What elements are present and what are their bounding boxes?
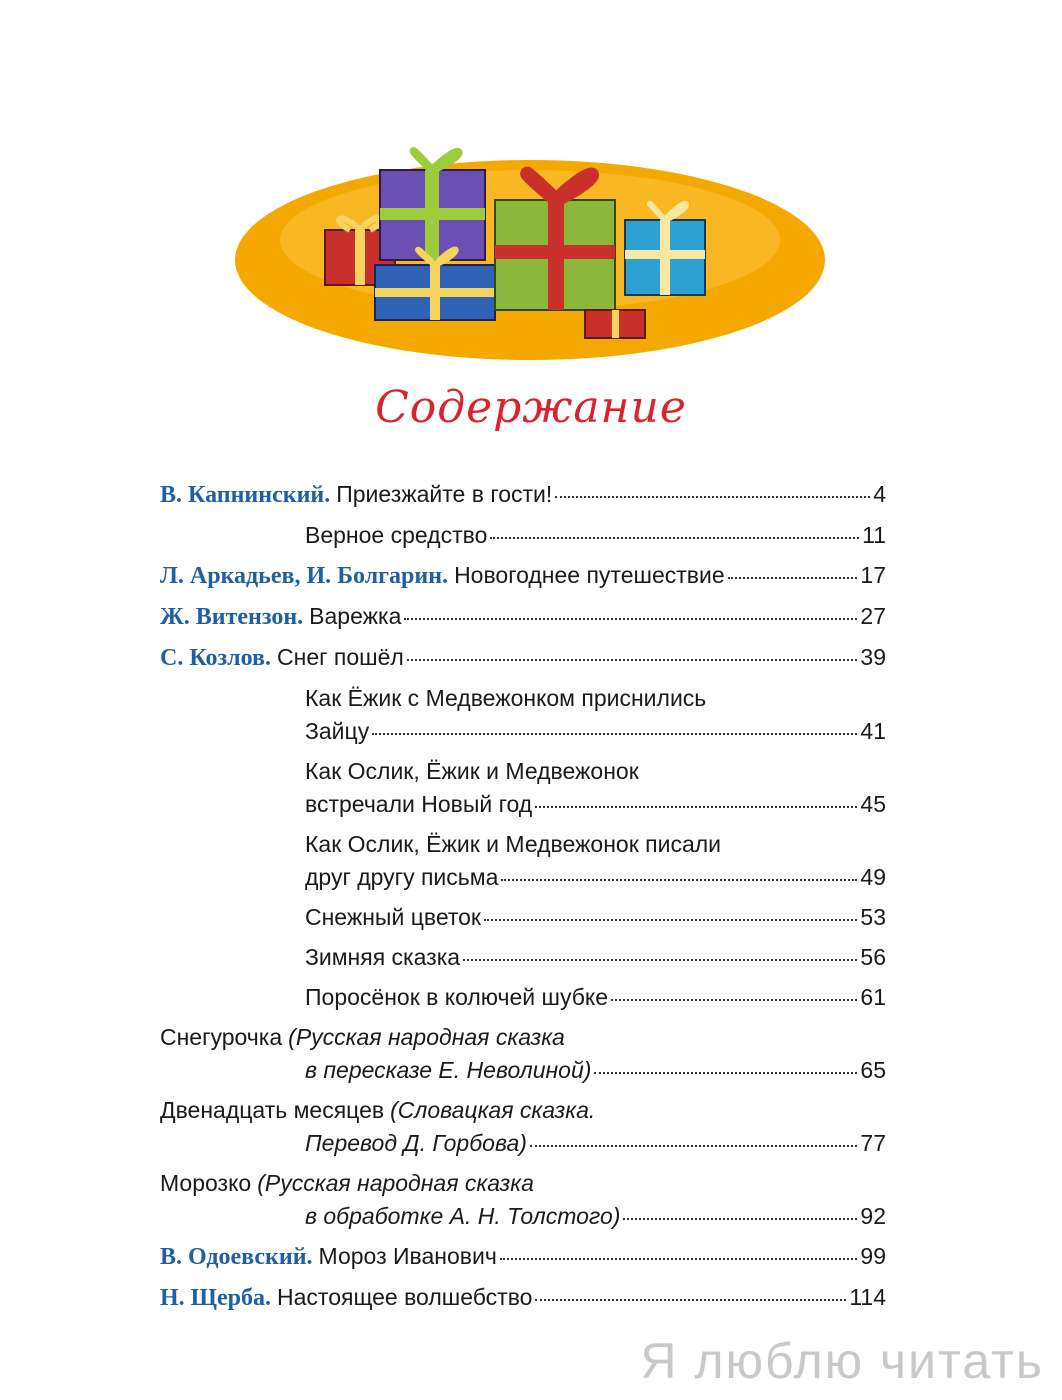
toc-entry [160,1167,886,1233]
toc-entry [160,1240,886,1274]
toc-title: Поросёнок в колючей шубке [305,984,609,1010]
toc-title: Зимняя сказка [305,944,461,970]
toc-leader [500,1258,858,1260]
toc-entry [160,828,886,894]
toc-title: Мороз Иванович [318,1243,497,1269]
page-title: Содержание [375,382,687,433]
toc-title: Как Ёжик с Медвежонком приснились [305,685,707,711]
toc-leader [490,537,859,539]
toc-page: 92 [860,1203,886,1229]
toc-note: в пересказе Е. Неволиной) [305,1057,592,1083]
toc-author: Ж. Витензон. [160,604,304,630]
toc-note: (Словацкая сказка. [390,1097,596,1123]
toc-title: Верное средство [305,522,488,548]
toc-title: встречали Новый год [305,791,533,817]
toc-entry [160,1281,886,1315]
watermark: Я люблю читать [640,1333,1044,1389]
toc-entry [160,682,886,748]
toc-entry [160,600,886,634]
toc-title: Как Ослик, Ёжик и Медвежонок [305,758,639,784]
toc-title: Двенадцать месяцев [160,1097,385,1123]
toc-note: в обработке А. Н. Толстого) [305,1203,621,1229]
toc-entry [160,1021,886,1087]
toc-page: 17 [860,562,886,588]
toc-page: 41 [860,718,886,744]
toc-entry [160,1094,886,1160]
toc-entry [160,641,886,675]
toc-title: Как Ослик, Ёжик и Медвежонок писали [305,831,722,857]
toc-title: Новогоднее путешествие [454,562,725,588]
toc-leader [463,959,857,961]
toc-leader [407,659,858,661]
toc-page: 65 [860,1057,886,1083]
toc-entry [160,478,886,512]
toc-entry [160,981,886,1014]
small-red-gift-icon [585,310,645,338]
toc-author: С. Козлов. [160,645,272,671]
toc-title: Снег пошёл [277,644,404,670]
toc-title: Морозко [160,1170,252,1196]
toc-leader [555,496,870,498]
toc-page: 49 [860,864,886,890]
gifts-illustration [230,120,830,370]
toc-leader [484,919,857,921]
toc-title: Зайцу [305,718,370,744]
toc-page: 114 [849,1284,886,1310]
toc-note: (Русская народная сказка [288,1024,565,1050]
toc-author: В. Одоевский. [160,1244,313,1270]
toc-page: 27 [860,603,886,629]
toc-note: (Русская народная сказка [257,1170,534,1196]
toc-page: 53 [860,904,886,930]
toc-leader [372,733,857,735]
toc-title: друг другу письма [305,864,499,890]
toc-title: Настоящее волшебство [277,1284,533,1310]
table-of-contents [160,478,886,1322]
toc-page: 77 [860,1130,886,1156]
toc-entry [160,941,886,974]
toc-note: Перевод Д. Горбова) [305,1130,527,1156]
toc-page: 56 [860,944,886,970]
toc-leader [530,1145,858,1147]
toc-entry [160,559,886,593]
toc-page: 39 [860,644,886,670]
toc-leader [404,618,857,620]
toc-title: Снегурочка [160,1024,283,1050]
toc-title: Варежка [309,603,402,629]
toc-page: 4 [873,481,886,507]
toc-leader [728,577,858,579]
toc-leader [535,1299,846,1301]
toc-entry [160,901,886,934]
toc-leader [535,806,857,808]
toc-entry [160,519,886,552]
toc-title: Снежный цветок [305,904,481,930]
toc-page: 45 [860,791,886,817]
toc-page: 11 [862,522,886,548]
toc-leader [501,879,857,881]
toc-leader [611,999,857,1001]
toc-entry [160,755,886,821]
toc-leader [594,1072,857,1074]
toc-leader [623,1218,857,1220]
toc-page: 99 [860,1243,886,1269]
toc-page: 61 [860,984,886,1010]
toc-author: В. Капнинский. [160,482,331,508]
toc-author: Л. Аркадьев, И. Болгарин. [160,563,449,589]
toc-title: Приезжайте в гости! [336,481,553,507]
toc-author: Н. Щерба. [160,1285,272,1311]
